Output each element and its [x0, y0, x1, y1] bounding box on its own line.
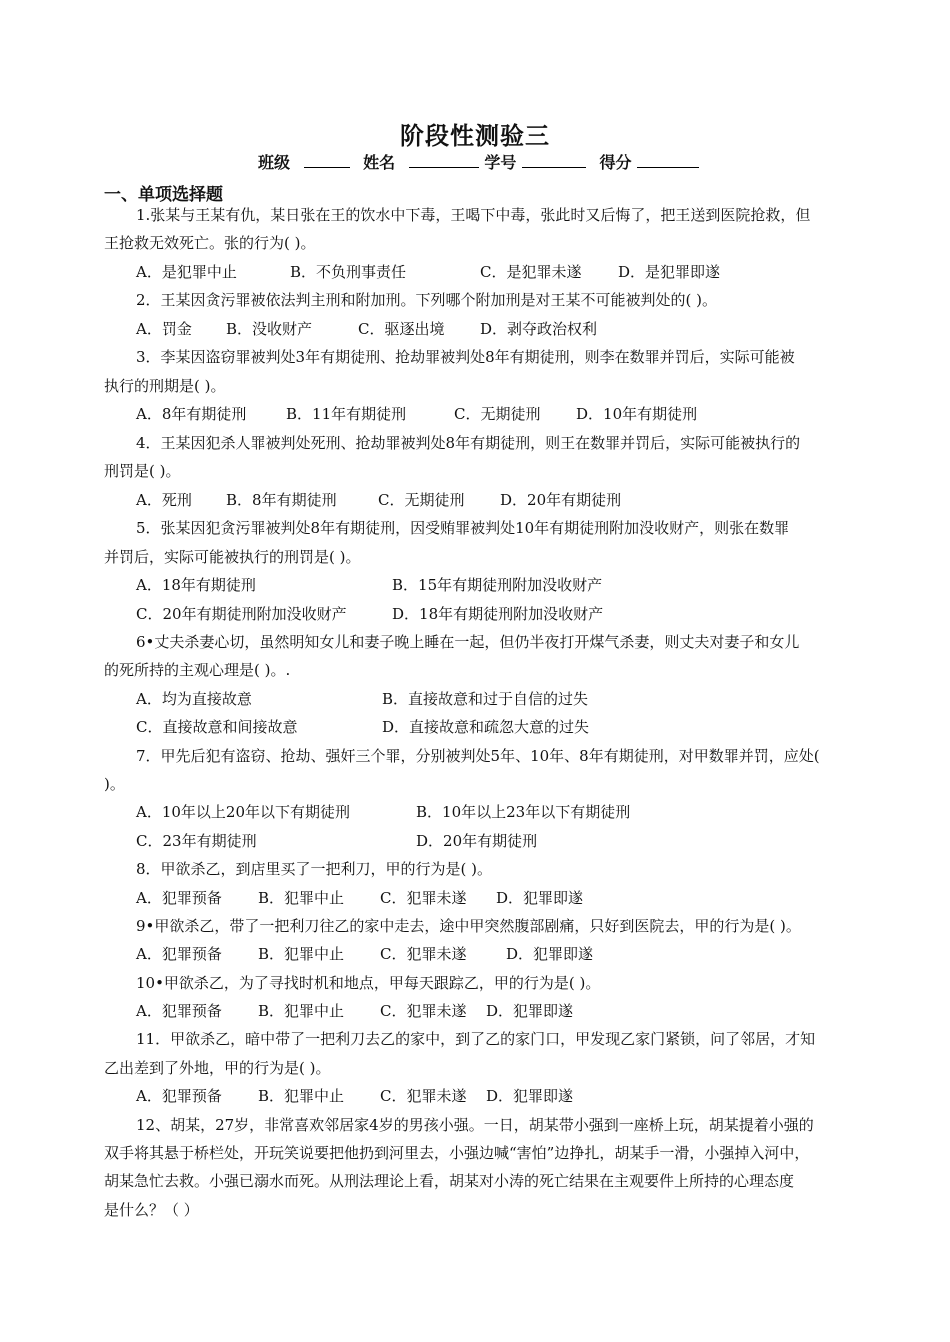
- q10-option-b: B．犯罪中止: [258, 1002, 345, 1020]
- student-info-line: [258, 150, 699, 173]
- q9-option-c: C．犯罪未遂: [380, 945, 467, 963]
- q5-option-b: B．15年有期徒刑附加没收财产: [392, 576, 603, 594]
- q5-option-a: A．18年有期徒刑: [136, 576, 256, 594]
- q8-option-b: B．犯罪中止: [258, 889, 345, 907]
- question-3-text-cont: 执行的刑期是( )。: [104, 377, 226, 395]
- score-blank: [637, 152, 699, 168]
- question-12-text-cont-2: 胡某急忙去救。小强已溺水而死。从刑法理论上看，胡某对小涛的死亡结果在主观要件上所持的心理态度: [104, 1172, 795, 1190]
- q7-option-a: A．10年以上20年以下有期徒刑: [136, 803, 351, 821]
- question-2-text: 2．王某因贪污罪被依法判主刑和附加刑。下列哪个附加刑是对王某不可能被判处的( )。: [136, 291, 718, 309]
- class-blank: [304, 152, 350, 168]
- q1-option-d: D．是犯罪即遂: [618, 263, 721, 281]
- q6-option-d: D．直接故意和疏忽大意的过失: [382, 718, 590, 736]
- q8-option-c: C．犯罪未遂: [380, 889, 467, 907]
- q9-option-b: B．犯罪中止: [258, 945, 345, 963]
- question-11-text-cont: 乙出差到了外地，甲的行为是( )。: [104, 1059, 331, 1077]
- question-12-text-cont-3: 是什么？（ ）: [104, 1201, 199, 1219]
- question-6-text-cont: 的死所持的主观心理是( )。.: [104, 661, 291, 679]
- q2-option-a: A．罚金: [136, 320, 192, 338]
- question-4-text-cont: 刑罚是( )。: [104, 462, 181, 480]
- q2-option-d: D．剥夺政治权利: [480, 320, 598, 338]
- question-5-text-cont: 并罚后，实际可能被执行的刑罚是( )。: [104, 548, 361, 566]
- q2-option-c: C．驱逐出境: [358, 320, 445, 338]
- q4-option-b: B．8年有期徒刑: [226, 491, 337, 509]
- q5-option-c: C．20年有期徒刑附加没收财产: [136, 605, 347, 623]
- question-3-text: 3．李某因盗窃罪被判处3年有期徒刑、抢劫罪被判处8年有期徒刑，则李在数罪并罚后，实际可能被: [136, 348, 795, 366]
- q1-option-a: A．是犯罪中止: [136, 263, 237, 281]
- q7-option-c: C．23年有期徒刑: [136, 832, 257, 850]
- q7-option-d: D．20年有期徒刑: [416, 832, 538, 850]
- question-7-text-cont: )。: [104, 775, 125, 793]
- name-blank: [409, 152, 479, 168]
- student-id-blank: [522, 152, 586, 168]
- q8-option-a: A．犯罪预备: [136, 889, 222, 907]
- q10-option-c: C．犯罪未遂: [380, 1002, 467, 1020]
- question-10-text: 10•甲欲杀乙，为了寻找时机和地点，甲每天跟踪乙，甲的行为是( )。: [136, 974, 601, 992]
- question-7-text: 7．甲先后犯有盗窃、抢劫、强奸三个罪，分别被判处5年、10年、8年有期徒刑，对甲数罪并罚，应处(: [136, 747, 820, 765]
- class-label: 班级: [258, 153, 291, 172]
- question-4-text: 4．王某因犯杀人罪被判处死刑、抢劫罪被判处8年有期徒刑，则王在数罪并罚后，实际可能被执行的: [136, 434, 801, 452]
- q5-option-d: D．18年有期徒刑附加没收财产: [392, 605, 604, 623]
- q3-option-a: A．8年有期徒刑: [136, 405, 247, 423]
- q4-option-c: C．无期徒刑: [378, 491, 465, 509]
- q4-option-a: A．死刑: [136, 491, 192, 509]
- q11-option-a: A．犯罪预备: [136, 1087, 222, 1105]
- q6-option-c: C．直接故意和间接故意: [136, 718, 298, 736]
- q1-option-b: B．不负刑事责任: [290, 263, 407, 281]
- question-11-text: 11．甲欲杀乙，暗中带了一把利刀去乙的家中，到了乙的家门口，甲发现乙家门紧锁，问了邻居，才知: [136, 1030, 816, 1048]
- question-9-text: 9•甲欲杀乙，带了一把利刀往乙的家中走去，途中甲突然腹部剧痛，只好到医院去，甲的行为是( )。: [136, 917, 801, 935]
- question-8-text: 8．甲欲杀乙，到店里买了一把利刀，甲的行为是( )。: [136, 860, 493, 878]
- q7-option-b: B．10年以上23年以下有期徒刑: [416, 803, 631, 821]
- q10-option-d: D．犯罪即遂: [486, 1002, 574, 1020]
- q10-option-a: A．犯罪预备: [136, 1002, 222, 1020]
- q9-option-d: D．犯罪即遂: [506, 945, 594, 963]
- question-6-text: 6•丈夫杀妻心切，虽然明知女儿和妻子晚上睡在一起，但仍半夜打开煤气杀妻，则丈夫对妻子和女儿: [136, 633, 800, 651]
- score-label: 得分: [599, 153, 632, 172]
- q11-option-d: D．犯罪即遂: [486, 1087, 574, 1105]
- section-title: 一、单项选择题: [104, 185, 223, 205]
- q11-option-b: B．犯罪中止: [258, 1087, 345, 1105]
- q6-option-b: B．直接故意和过于自信的过失: [382, 690, 589, 708]
- question-5-text: 5．张某因犯贪污罪被判处8年有期徒刑，因受贿罪被判处10年有期徒刑附加没收财产，则张在数罪: [136, 519, 790, 537]
- page-title: 阶段性测验三: [400, 122, 550, 150]
- q3-option-c: C．无期徒刑: [454, 405, 541, 423]
- name-label: 姓名: [363, 153, 396, 172]
- question-1-text: 1.张某与王某有仇，某日张在王的饮水中下毒，王喝下中毒，张此时又后悔了，把王送到医院抢救，但: [136, 206, 811, 224]
- q3-option-d: D．10年有期徒刑: [576, 405, 698, 423]
- q9-option-a: A．犯罪预备: [136, 945, 222, 963]
- q1-option-c: C．是犯罪未遂: [480, 263, 582, 281]
- q4-option-d: D．20年有期徒刑: [500, 491, 622, 509]
- q11-option-c: C．犯罪未遂: [380, 1087, 467, 1105]
- student-id-label: 学号: [484, 153, 517, 172]
- q6-option-a: A．均为直接故意: [136, 690, 252, 708]
- question-1-text-cont: 王抢救无效死亡。张的行为( )。: [104, 234, 316, 252]
- question-12-text: 12、胡某，27岁，非常喜欢邻居家4岁的男孩小强。一日，胡某带小强到一座桥上玩，胡某提着小强的: [136, 1116, 814, 1134]
- question-12-text-cont-1: 双手将其悬于桥栏处，开玩笑说要把他扔到河里去，小强边喊“害怕”边挣扎，胡某手一滑，小强掉入河中，: [104, 1144, 810, 1162]
- q2-option-b: B．没收财产: [226, 320, 313, 338]
- q8-option-d: D．犯罪即遂: [496, 889, 584, 907]
- q3-option-b: B．11年有期徒刑: [286, 405, 407, 423]
